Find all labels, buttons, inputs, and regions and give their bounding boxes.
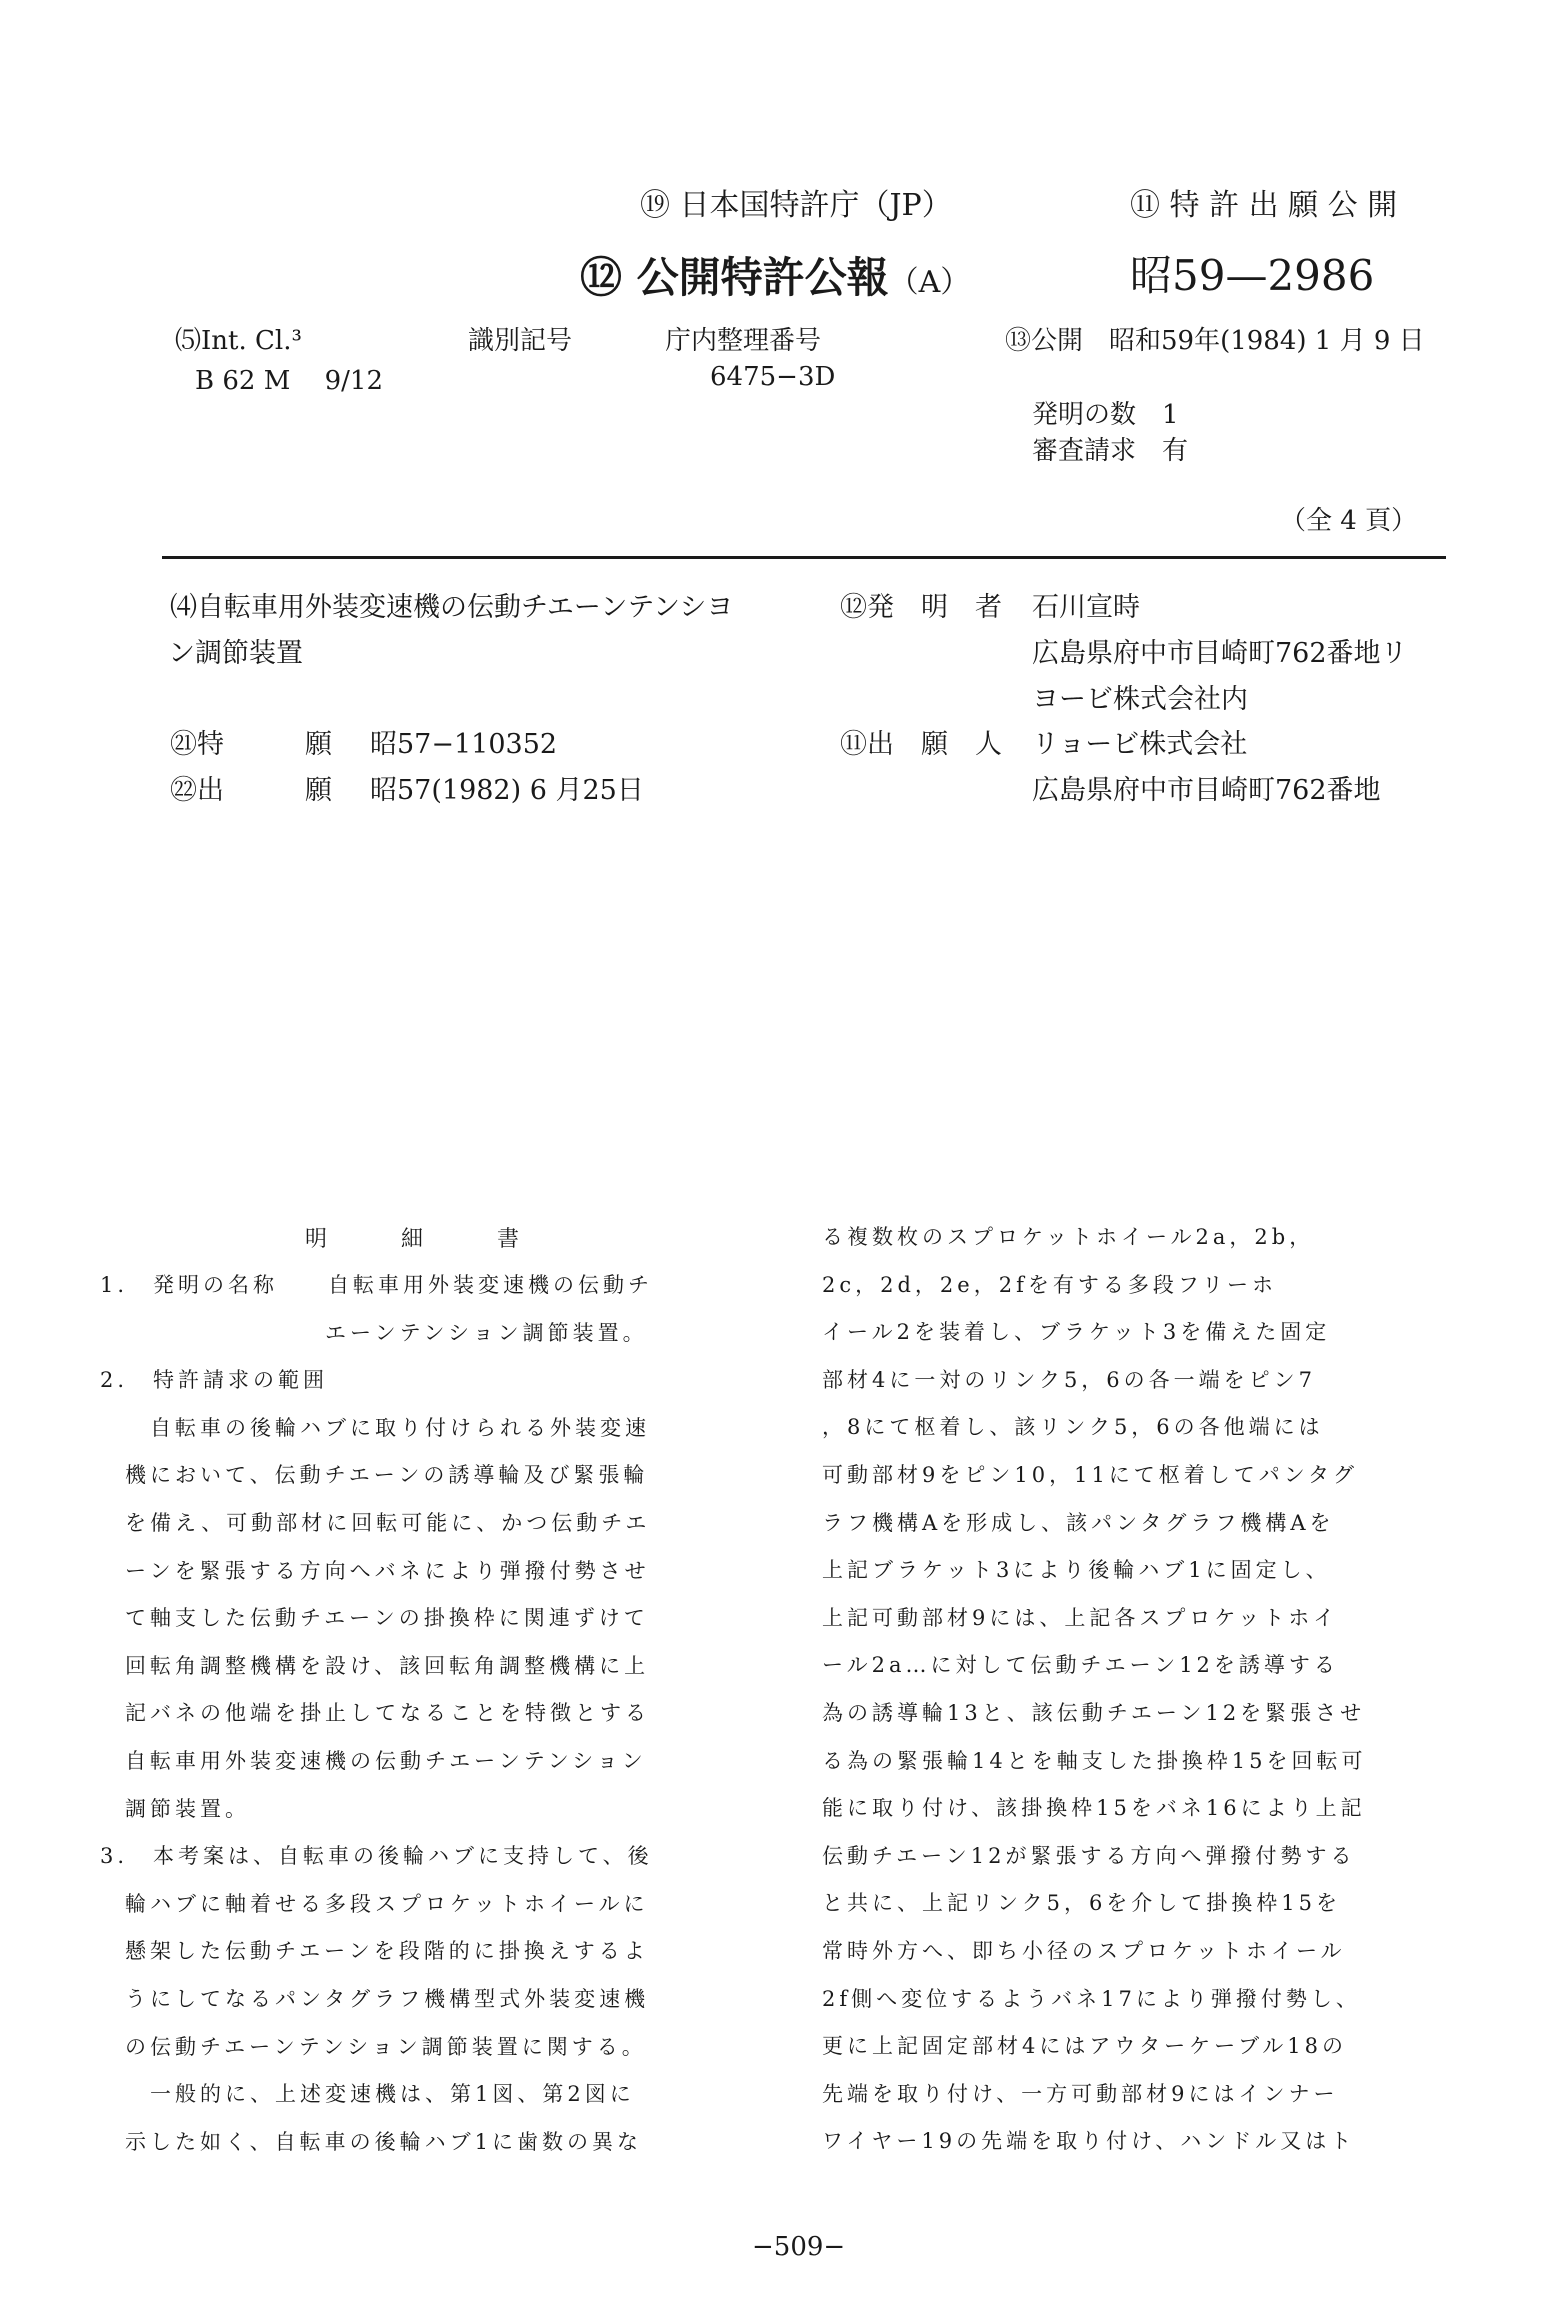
inventor-name: 石川宣時 xyxy=(1032,592,1140,623)
text-line: ラフ機構Aを形成し、該パンタグラフ機構Aを xyxy=(822,1510,1335,1535)
text-line: 上記ブラケット3により後輪ハブ1に固定し、 xyxy=(822,1558,1331,1583)
publication-date: ⑬公開 昭和59年(1984) 1 月 9 日 xyxy=(1005,326,1425,356)
text-line: 自転車の後輪ハブに取り付けられる外装変速 xyxy=(100,1415,650,1440)
applicant-address: 広島県府中市目崎町762番地 xyxy=(1032,775,1381,806)
application-number-value: 昭57−110352 xyxy=(370,729,558,760)
application-number xyxy=(170,722,557,768)
text-line: うにしてなるパンタグラフ機構型式外装変速機 xyxy=(100,1986,650,2011)
text-line: ワイヤー19の先端を取り付け、ハンドル又はト xyxy=(822,2129,1356,2154)
office-ref-label: 庁内整理番号 xyxy=(665,326,822,356)
text-line: ，8にて枢着し、該リンク5，6の各他端には xyxy=(822,1415,1324,1440)
text-line: る為の緊張輪14とを軸支した掛換枠15を回転可 xyxy=(822,1748,1367,1773)
specification-heading: 明 細 書 xyxy=(305,1227,522,1252)
text-line: イール2を装着し、ブラケット3を備えた固定 xyxy=(822,1320,1331,1345)
text-line: る複数枚のスプロケットホイール2a，2b， xyxy=(822,1225,1315,1249)
text-line: ール2a…に対して伝動チエーン12を誘導する xyxy=(822,1653,1339,1678)
text-line: 2. 特許請求の範囲 xyxy=(100,1368,329,1393)
inventor-address-cont: ヨービ株式会社内 xyxy=(1032,684,1248,715)
text-line: 2c，2d，2e，2fを有する多段フリーホ xyxy=(822,1272,1278,1297)
issuing-office: ⑲ 日本国特許庁（JP） xyxy=(640,188,952,223)
text-line: 1. 発明の名称 自転車用外装変速機の伝動チ xyxy=(100,1273,654,1297)
specification-left-column xyxy=(100,1262,653,2166)
inventor-label: ⑫発 明 者 xyxy=(840,592,1002,623)
text-line: 伝動チエーン12が緊張する方向へ弾撥付勢する xyxy=(822,1843,1356,1868)
text-line: 記バネの他端を掛止してなることを特徴とする xyxy=(100,1701,650,1726)
text-line: て軸支した伝動チエーンの掛換枠に関連ずけて xyxy=(100,1606,649,1631)
text-line: 懸架した伝動チエーンを段階的に掛換えするよ xyxy=(100,1939,649,1964)
application-number-label: ㉑特 願 xyxy=(170,729,332,760)
text-line: 自転車用外装変速機の伝動チエーンテンション xyxy=(100,1748,647,1773)
text-line: 調節装置。 xyxy=(100,1796,250,1821)
invention-title: ⑷自転車用外装変速機の伝動チエーンテンシヨ xyxy=(170,592,734,623)
text-line: 可動部材9をピン10，11にて枢着してパンタグ xyxy=(822,1462,1358,1487)
text-line: 3. 本考案は、自転車の後輪ハブに支持して、後 xyxy=(100,1844,653,1869)
number-of-inventions: 発明の数 1 xyxy=(1032,400,1179,430)
page-number: −509− xyxy=(752,2232,846,2262)
text-line: の伝動チエーンテンション調節装置に関する。 xyxy=(100,2034,647,2059)
text-line: 回転角調整機構を設け、該回転角調整機構に上 xyxy=(100,1653,650,1678)
header-divider xyxy=(162,556,1446,559)
examination-request: 審査請求 有 xyxy=(1032,436,1189,466)
applicant-label: ⑪出 願 人 xyxy=(840,729,1002,760)
invention-title-cont: ン調節装置 xyxy=(168,638,303,669)
text-line: ーンを緊張する方向へバネにより弾撥付勢させ xyxy=(100,1558,650,1583)
int-cl-label: ⑸Int. Cl.³ xyxy=(175,326,302,356)
inventor-address: 広島県府中市目崎町762番地リ xyxy=(1032,638,1408,669)
int-cl-value: B 62 M 9/12 xyxy=(195,366,383,396)
id-symbol-label: 識別記号 xyxy=(468,326,573,356)
text-line: 示した如く、自転車の後輪ハブ1に歯数の異な xyxy=(100,2129,642,2154)
gazette-title xyxy=(580,245,970,305)
text-line: 部材4に一対のリンク5，6の各一端をピン7 xyxy=(822,1367,1317,1392)
gazette-name: ⑫ 公開特許公報 xyxy=(580,253,889,302)
text-line: 一般的に、上述変速機は、第1図、第2図に xyxy=(100,2082,635,2107)
filing-date-value: 昭57(1982) 6 月25日 xyxy=(370,775,644,806)
text-line: 2f側へ変位するようバネ17により弾撥付勢し、 xyxy=(822,1986,1361,2011)
publication-number: 昭59—2986 xyxy=(1130,251,1375,300)
text-line: 為の誘導輪13と、該伝動チエーン12を緊張させ xyxy=(822,1700,1366,1725)
text-line: エーンテンション調節装置。 xyxy=(100,1320,648,1345)
office-ref-value: 6475−3D xyxy=(710,362,836,392)
text-line: と共に、上記リンク5，6を介して掛換枠15を xyxy=(822,1891,1342,1916)
publication-type: ⑪ 特 許 出 願 公 開 xyxy=(1130,188,1398,223)
specification-right-column xyxy=(822,1214,1366,2166)
text-line: 上記可動部材9には、上記各スプロケットホイ xyxy=(822,1605,1339,1630)
text-line: 先端を取り付け、一方可動部材9にはインナー xyxy=(822,2081,1339,2106)
text-line: 輪ハブに軸着せる多段スプロケットホイールに xyxy=(100,1891,649,1916)
text-line: 能に取り付け、該掛換枠15をバネ16により上記 xyxy=(822,1796,1366,1821)
text-line: 機において、伝動チエーンの誘導輪及び緊張輪 xyxy=(100,1463,649,1488)
text-line: 更に上記固定部材4にはアウターケーブル18の xyxy=(822,2034,1347,2059)
applicant-name: リョービ株式会社 xyxy=(1032,729,1248,760)
filing-date-label: ㉒出 願 xyxy=(170,775,332,806)
total-pages: （全 4 頁） xyxy=(1280,506,1418,536)
text-line: を備え、可動部材に回転可能に、かつ伝動チエ xyxy=(100,1510,651,1535)
filing-date xyxy=(170,768,644,814)
text-line: 常時外方へ、即ち小径のスプロケットホイール xyxy=(822,1938,1346,1963)
gazette-kind: （A） xyxy=(888,265,971,300)
